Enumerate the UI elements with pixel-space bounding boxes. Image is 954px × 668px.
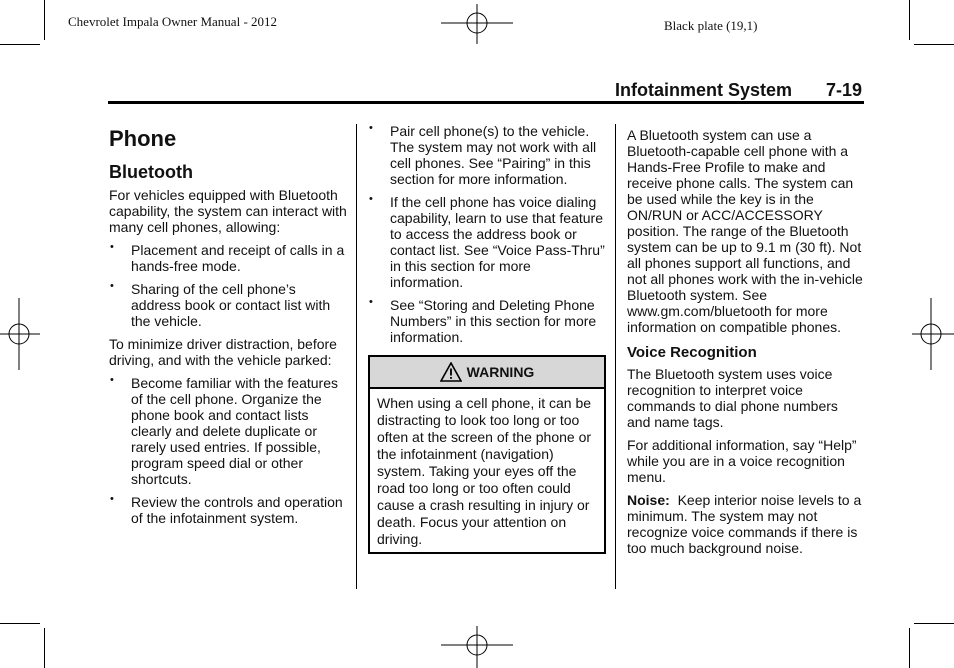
warning-header: [370, 357, 604, 389]
list-item: • If the cell phone has voice dialing capability, learn to use that feature to access the address book or contact list. See “Voice Pass-Thru” in this section for more information.: [368, 194, 606, 290]
noise-text: Keep interior noise levels to a minimum. The system may not recognize voice commands if there is too much background noise.: [627, 492, 862, 556]
section-heading: Bluetooth: [109, 162, 193, 182]
crop-mark: [0, 44, 40, 45]
warning-label: WARNING: [466, 364, 535, 380]
column-1: [109, 126, 349, 533]
warning-icon: [440, 362, 462, 382]
crop-mark: [914, 44, 954, 45]
paragraph: For additional information, say “Help” while you are in a voice recognition menu.: [627, 437, 857, 485]
manual-name: Chevrolet Impala Owner Manual - 2012: [68, 14, 278, 29]
column-divider: [615, 124, 616, 589]
list-item: • Placement and receipt of calls in a hands-free mode.: [109, 242, 349, 274]
column-2: [368, 123, 606, 554]
noise-label: Noise:: [627, 492, 670, 508]
page-number: 7-19: [826, 80, 863, 100]
section-title: Infotainment System: [615, 80, 793, 100]
page-title: Phone: [109, 126, 177, 151]
column-3: [627, 127, 863, 563]
crop-mark: [914, 623, 954, 624]
paragraph: The Bluetooth system uses voice recognition to interpret voice commands to dial phone numbers and name tags.: [627, 366, 838, 430]
registration-mark-left: [0, 298, 40, 370]
crop-mark: [0, 623, 40, 624]
header-rule: [108, 101, 864, 104]
registration-mark-right: [912, 298, 954, 370]
list-item: • See “Storing and Deleting Phone Numbers” in this section for more information.: [368, 297, 606, 345]
paragraph: To minimize driver distraction, before driving, and with the vehicle parked:: [109, 336, 337, 368]
subsection-heading: Voice Recognition: [627, 344, 757, 361]
list-item: • Pair cell phone(s) to the vehicle. The system may not work with all cell phones. See “Pairing” in this section for more information.: [368, 123, 606, 187]
plate-label: Black plate (19,1): [664, 18, 758, 33]
registration-mark-bottom: [441, 626, 513, 668]
column-divider: [356, 124, 357, 589]
warning-box: [368, 355, 606, 554]
intro-paragraph: For vehicles equipped with Bluetooth capability, the system can interact with many cell phones, allowing:: [109, 187, 347, 235]
warning-text: When using a cell phone, it can be distracting to look too long or too often at the screen of the phone or the infotainment (navigation) system. Taking your eyes off the road too long or too often could cause a crash resulting in injury or death. Focus your attention on driving.: [377, 395, 592, 547]
crop-mark: [44, 628, 45, 668]
crop-mark: [909, 628, 910, 668]
list-item: • Review the controls and operation of the infotainment system.: [109, 494, 349, 526]
bullet-list: [109, 375, 349, 526]
registration-mark-top: [441, 4, 513, 44]
bullet-list: [368, 123, 606, 345]
list-item: • Become familiar with the features of the cell phone. Organize the phone book and contact lists clearly and delete duplicate or rarely used entries. If possible, program speed dial or other shortcuts.: [109, 375, 349, 487]
bullet-list: [109, 242, 349, 329]
list-item: • Sharing of the cell phone’s address book or contact list with the vehicle.: [109, 281, 349, 329]
crop-mark: [909, 0, 910, 40]
paragraph: A Bluetooth system can use a Bluetooth-capable cell phone with a Hands-Free Profile to make and receive phone calls. The system can be used while the key is in the ON/RUN or ACC/ACCESSORY position. The range of the Bluetooth system can be up to 9.1 m (30 ft). Not all phones support all functions, and not all phones work with the in-vehicle Bluetooth system. See www.gm.com/bluetooth for more information on compatible phones.: [627, 127, 863, 335]
crop-mark: [44, 0, 45, 40]
noise-paragraph: [627, 492, 863, 556]
